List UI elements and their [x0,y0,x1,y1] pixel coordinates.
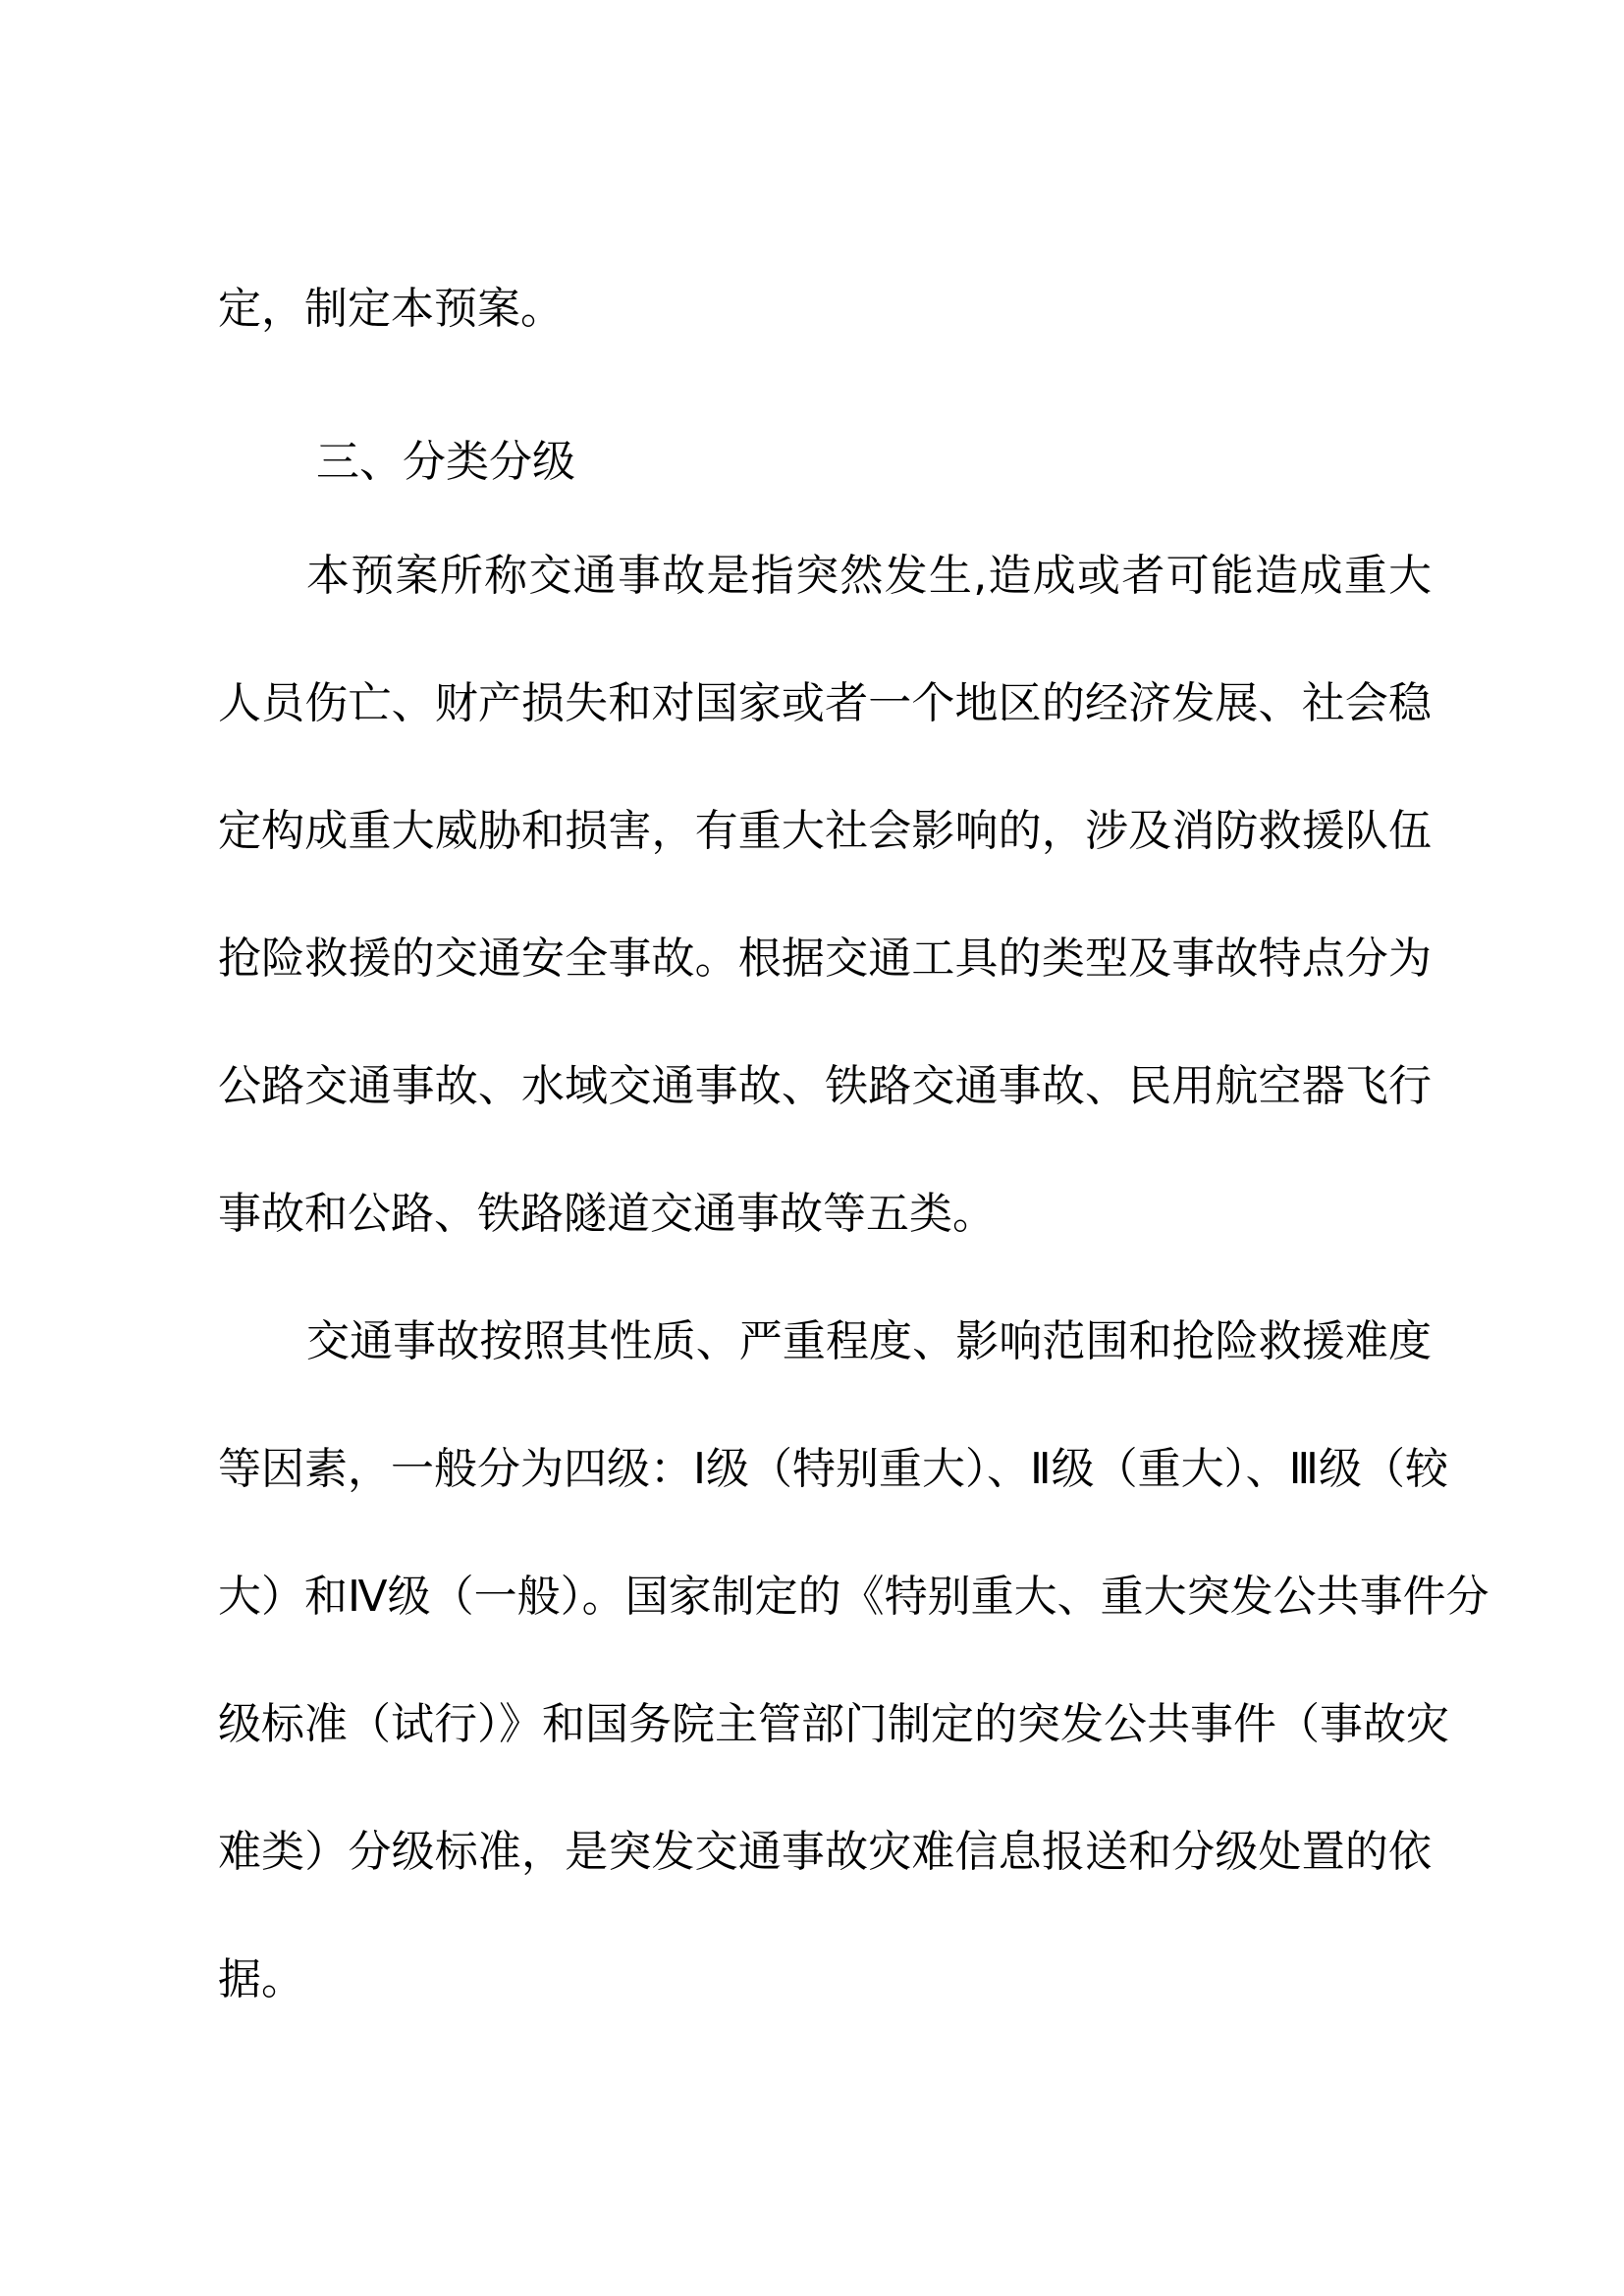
paragraph-line-6: 抢险救援的交通安全事故。根据交通工具的类型及事故特点分为 [218,934,1432,984]
paragraph-line-1: 定，制定本预案。 [218,284,564,334]
paragraph-line-9: 交通事故按照其性质、严重程度、影响范围和抢险救援难度 [306,1316,1432,1366]
paragraph-line-14: 据。 [218,1954,304,2004]
section-heading: 三、分类分级 [316,437,575,487]
paragraph-line-13: 难类）分级标准，是突发交通事故灾难信息报送和分级处置的依 [218,1827,1432,1877]
paragraph-line-5: 定构成重大威胁和损害，有重大社会影响的，涉及消防救援队伍 [218,806,1432,856]
paragraph-line-11: 大）和Ⅳ级（一般）。国家制定的《特别重大、重大突发公共事件分 [218,1572,1489,1622]
paragraph-line-12: 级标准（试行）》和国务院主管部门制定的突发公共事件（事故灾 [218,1699,1449,1749]
paragraph-line-7: 公路交通事故、水域交通事故、铁路交通事故、民用航空器飞行 [218,1061,1432,1111]
paragraph-line-4: 人员伤亡、财产损失和对国家或者一个地区的经济发展、社会稳 [218,678,1432,728]
paragraph-line-8: 事故和公路、铁路隧道交通事故等五类。 [218,1189,996,1239]
paragraph-line-3: 本预案所称交通事故是指突然发生,造成或者可能造成重大 [306,551,1432,601]
paragraph-line-10: 等因素，一般分为四级：Ⅰ级（特别重大）、Ⅱ级（重大）、Ⅲ级（较 [218,1444,1448,1494]
